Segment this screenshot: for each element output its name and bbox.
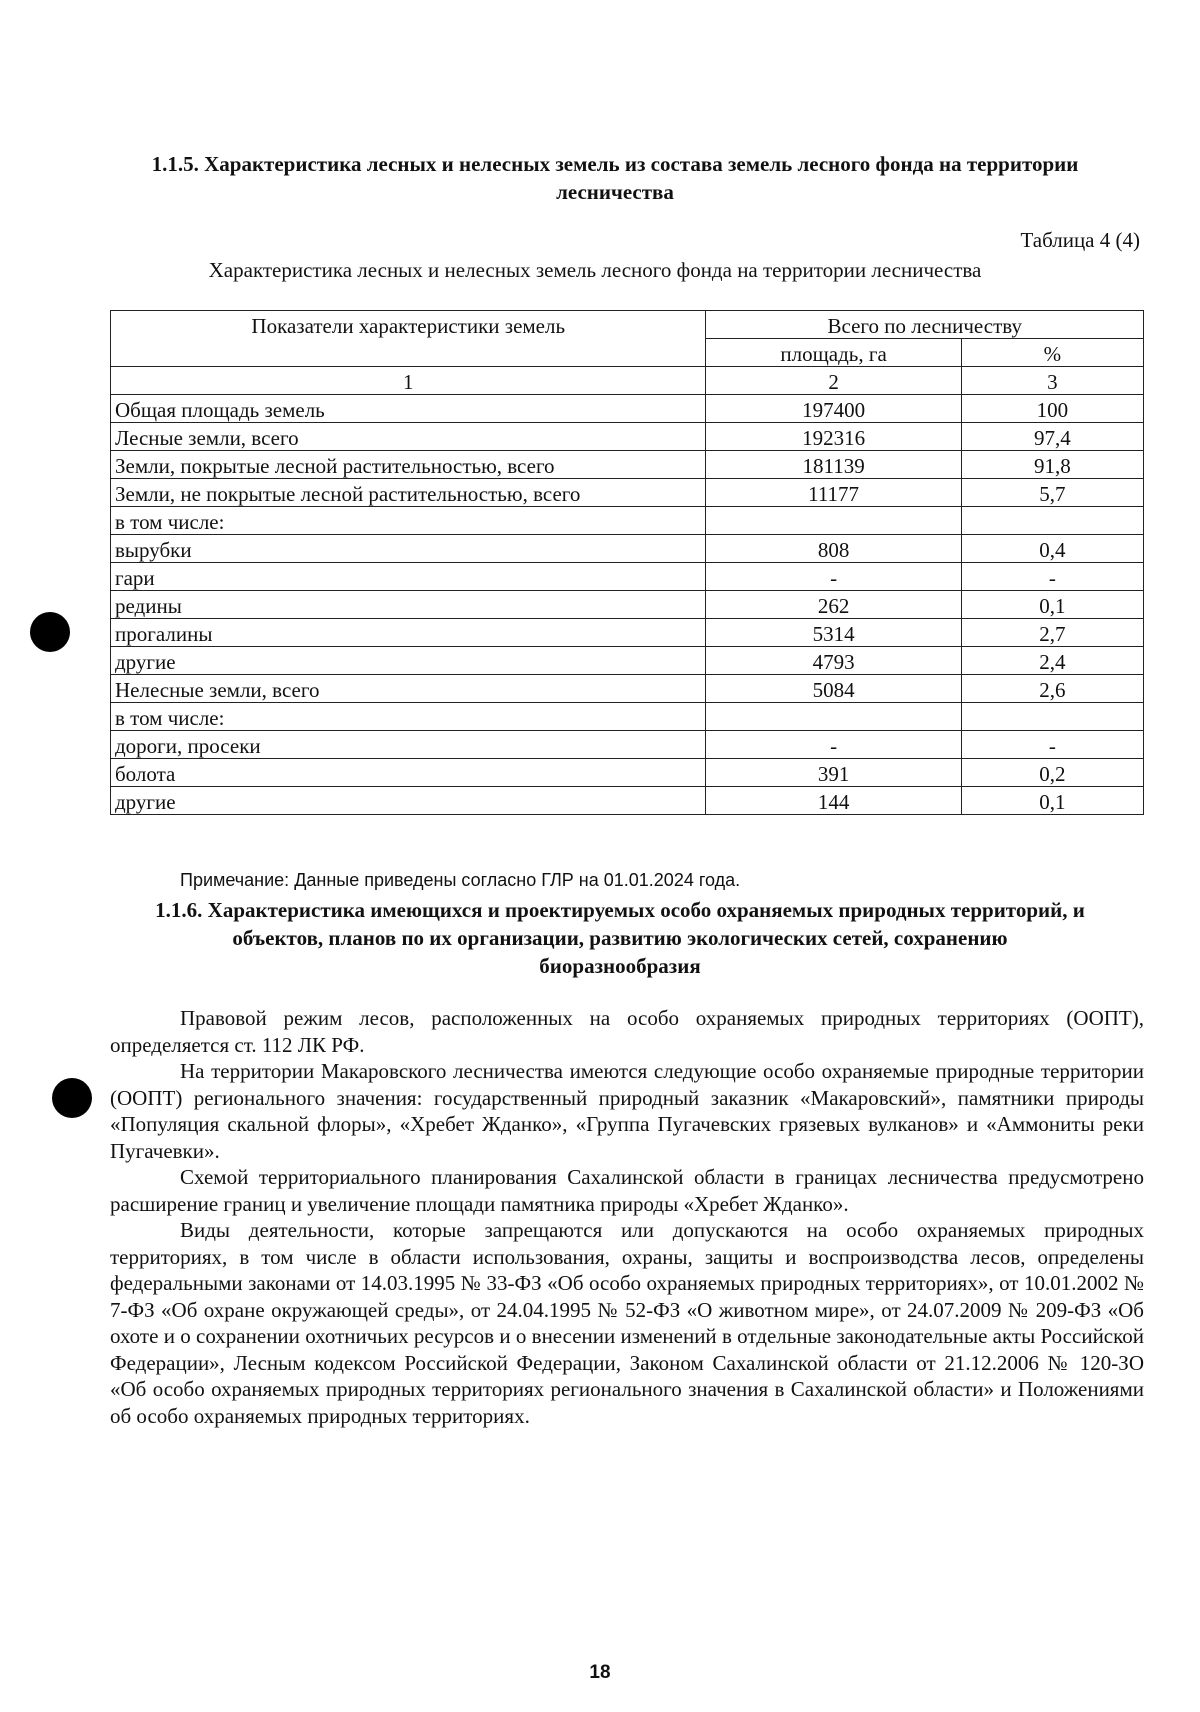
header-percent: % (961, 339, 1143, 367)
table-caption: Характеристика лесных и нелесных земель лесного фонда на территории лесничества (208, 258, 982, 282)
row-percent (961, 507, 1143, 535)
row-area: 181139 (706, 451, 961, 479)
row-label: Нелесные земли, всего (111, 675, 706, 703)
row-area: 5084 (706, 675, 961, 703)
table-row (111, 759, 1144, 787)
row-area: 192316 (706, 423, 961, 451)
section-heading-1-1-5: 1.1.5. Характеристика лесных и нелесных земель из состава земель лесного фонда на территории лесничества (151, 152, 1079, 204)
table-row (111, 423, 1144, 451)
row-area: - (706, 731, 961, 759)
table-row (111, 451, 1144, 479)
row-area: 5314 (706, 619, 961, 647)
row-label: другие (111, 787, 706, 815)
land-characteristics-table (110, 310, 1144, 815)
row-label: прогалины (111, 619, 706, 647)
row-percent: 5,7 (961, 479, 1143, 507)
paragraph: Правовой режим лесов, расположенных на особо охраняемых природных территориях (ООПТ), определяется ст. 112 ЛК РФ. (110, 1006, 1144, 1057)
table-row (111, 535, 1144, 563)
row-percent: 97,4 (961, 423, 1143, 451)
row-label: Земли, покрытые лесной растительностью, всего (111, 451, 706, 479)
row-percent: - (961, 563, 1143, 591)
table-note: Примечание: Данные приведены согласно ГЛР на 01.01.2024 года. (180, 870, 741, 890)
header-col-number: 2 (706, 367, 961, 395)
table-row (111, 563, 1144, 591)
punch-hole-mark (52, 1078, 92, 1118)
row-area: - (706, 563, 961, 591)
row-area: 262 (706, 591, 961, 619)
row-area: 11177 (706, 479, 961, 507)
table-row (111, 647, 1144, 675)
row-label: дороги, просеки (111, 731, 706, 759)
section-heading-1-1-6: 1.1.6. Характеристика имеющихся и проектируемых особо охраняемых природных территорий, и объектов, планов по их организации, развитию экологических сетей, сохранению биоразнообразия (155, 898, 1085, 978)
row-area: 4793 (706, 647, 961, 675)
header-indicators: Показатели характеристики земель (111, 311, 706, 367)
row-percent (961, 703, 1143, 731)
row-label: Лесные земли, всего (111, 423, 706, 451)
row-label: в том числе: (111, 703, 706, 731)
body-text (110, 1005, 1144, 1429)
row-percent: 100 (961, 395, 1143, 423)
header-col-number: 3 (961, 367, 1143, 395)
header-col-number: 1 (111, 367, 706, 395)
row-percent: 0,1 (961, 787, 1143, 815)
row-percent: 2,7 (961, 619, 1143, 647)
row-percent: - (961, 731, 1143, 759)
row-area: 391 (706, 759, 961, 787)
table-row (111, 395, 1144, 423)
row-percent: 91,8 (961, 451, 1143, 479)
row-area: 808 (706, 535, 961, 563)
table-number: Таблица 4 (4) (1020, 228, 1140, 252)
row-percent: 0,4 (961, 535, 1143, 563)
table-row (111, 675, 1144, 703)
row-label: болота (111, 759, 706, 787)
table-row (111, 507, 1144, 535)
row-area (706, 703, 961, 731)
table-row (111, 619, 1144, 647)
row-percent: 2,6 (961, 675, 1143, 703)
row-label: в том числе: (111, 507, 706, 535)
row-label: вырубки (111, 535, 706, 563)
row-label: другие (111, 647, 706, 675)
row-label: Общая площадь земель (111, 395, 706, 423)
table-row (111, 703, 1144, 731)
row-area (706, 507, 961, 535)
page-number: 18 (589, 1662, 611, 1683)
row-label: гари (111, 563, 706, 591)
punch-hole-mark (30, 612, 70, 652)
row-area: 144 (706, 787, 961, 815)
header-area: площадь, га (706, 339, 961, 367)
table-row (111, 591, 1144, 619)
table-row (111, 731, 1144, 759)
paragraph: На территории Макаровского лесничества имеются следующие особо охраняемые природные территории (ООПТ) регионального значения: государственный природный заказник «Макаровский», памятники природы «Популяция скальной флоры», «Хребет Жданко», «Группа Пугачевских грязевых вулканов» и «Аммониты реки Пугачевки». (110, 1059, 1144, 1163)
paragraph: Виды деятельности, которые запрещаются или допускаются на особо охраняемых природных территориях, в том числе в области использования, охраны, защиты и воспроизводства лесов, определены федеральными законами от 14.03.1995 № 33-ФЗ «Об особо охраняемых природных территориях», от 10.01.2002 № 7-ФЗ «Об охране окружающей среды», от 24.04.1995 № 52-ФЗ «О животном мире», от 24.07.2009 № 209-ФЗ «Об охоте и о сохранении охотничьих ресурсов и о внесении изменений в отдельные законодательные акты Российской Федерации», Лесным кодексом Российской Федерации, Законом Сахалинской области от 21.12.2006 № 120-ЗО «Об особо охраняемых природных территориях регионального значения в Сахалинской области» и Положениями об особо охраняемых природных территориях. (110, 1218, 1144, 1428)
row-area: 197400 (706, 395, 961, 423)
row-label: Земли, не покрытые лесной растительностью, всего (111, 479, 706, 507)
row-percent: 2,4 (961, 647, 1143, 675)
table-row (111, 479, 1144, 507)
paragraph: Схемой территориального планирования Сахалинской области в границах лесничества предусмотрено расширение границ и увеличение площади памятника природы «Хребет Жданко». (110, 1165, 1144, 1216)
row-percent: 0,2 (961, 759, 1143, 787)
row-label: редины (111, 591, 706, 619)
table-row (111, 787, 1144, 815)
row-percent: 0,1 (961, 591, 1143, 619)
header-total: Всего по лесничеству (706, 311, 1144, 339)
